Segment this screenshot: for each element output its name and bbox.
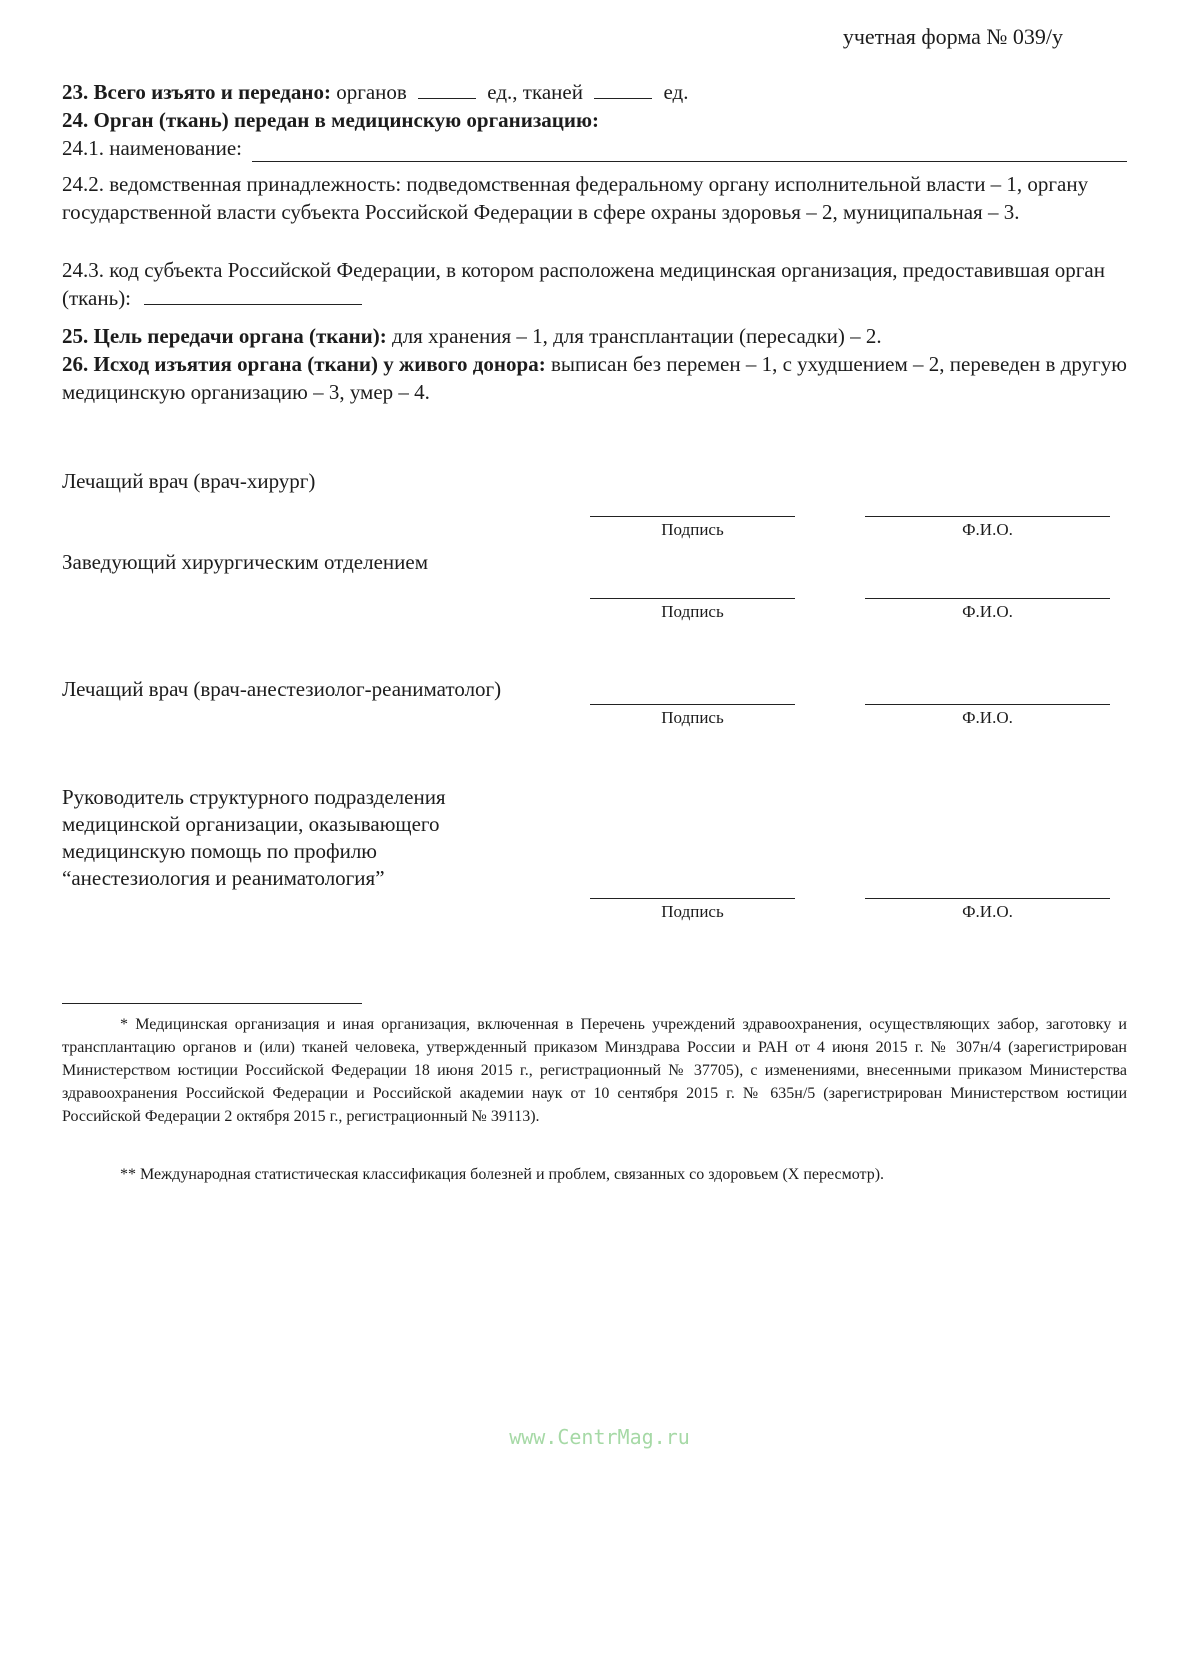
footnote-2: ** Международная статистическая классификация болезней и проблем, связанных со здоровьем (X пересмотр). <box>120 1166 885 1183</box>
name-line-surgeon[interactable] <box>865 516 1110 517</box>
item-26 <box>62 350 1127 406</box>
item-23-unit2: ед. <box>663 80 689 104</box>
name-caption: Ф.И.О. <box>962 902 1013 921</box>
name-line-department-head[interactable] <box>865 898 1110 899</box>
signature-line-head-surgery[interactable] <box>590 598 795 599</box>
item-23-organs-label: органов <box>336 80 407 104</box>
watermark: www.CentrMag.ru <box>509 1425 690 1449</box>
item-25-bold: 25. Цель передачи органа (ткани): <box>62 324 387 348</box>
signature-line-anesthesiologist[interactable] <box>590 704 795 705</box>
signature-caption: Подпись <box>661 602 724 621</box>
signature-caption: Подпись <box>661 708 724 727</box>
signature-role-surgeon: Лечащий врач (врач-хирург) <box>62 469 316 493</box>
signature-caption: Подпись <box>661 520 724 539</box>
item-26-rest: выписан без перемен – 1, с ухудшением – 2, переведен в другую медицинскую организацию – 3, умер – 4. <box>62 352 1127 404</box>
item-23 <box>62 78 1127 106</box>
name-caption: Ф.И.О. <box>962 520 1013 539</box>
item-23-prefix: 23. Всего изъято и передано: <box>62 80 331 104</box>
item-24-title: 24. Орган (ткань) передан в медицинскую организацию: <box>62 108 600 132</box>
item-25-rest: для хранения – 1, для трансплантации (пересадки) – 2. <box>392 324 882 348</box>
signature-line-surgeon[interactable] <box>590 516 795 517</box>
signature-line-department-head[interactable] <box>590 898 795 899</box>
role-line: Руководитель структурного подразделения <box>62 785 446 809</box>
item-24-1 <box>62 134 1127 162</box>
item-25 <box>62 322 1127 350</box>
signature-caption: Подпись <box>661 902 724 921</box>
item-23-unit1: ед., тканей <box>487 80 583 104</box>
role-line: “анестезиология и реаниматология” <box>62 866 385 890</box>
organs-count-blank[interactable] <box>418 80 476 99</box>
item-24-1-label: 24.1. наименование: <box>62 136 242 160</box>
signature-role-head-surgery: Заведующий хирургическим отделением <box>62 550 428 574</box>
item-26-bold: 26. Исход изъятия органа (ткани) у живого донора: <box>62 352 546 376</box>
item-24-2: 24.2. ведомственная принадлежность: подведомственная федеральному органу исполнительной власти – 1, органу государственной власти субъекта Российской Федерации в сфере охраны здоровья – 2, муниципальная – 3. <box>62 172 1089 224</box>
name-caption: Ф.И.О. <box>962 708 1013 727</box>
region-code-blank[interactable] <box>144 286 362 305</box>
role-line: медицинской организации, оказывающего <box>62 812 440 836</box>
form-number-label: учетная форма № 039/у <box>842 24 1063 49</box>
footnote-1: * Медицинская организация и иная организация, включенная в Перечень учреждений здравоохранения, осуществляющих забор, заготовку и трансплантацию органов и (или) тканей человека, утвержденный приказом Минздрава России и РАН от 4 июня 2015 г. № 307н/4 (зарегистрирован Министерством юстиции Российской Федерации 18 июня 2015 г., регистрационный № 37705), с изменениями, внесенными приказом Министерства здравоохранения Российской Федерации и Российской академии наук от 10 сентября 2015 г. № 635н/5 (зарегистрирован Министерством юстиции Российской Федерации 2 октября 2015 г., регистрационный № 39113). <box>62 1016 1127 1125</box>
signature-role-department-head <box>62 784 446 892</box>
role-line: медицинскую помощь по профилю <box>62 839 377 863</box>
name-line-anesthesiologist[interactable] <box>865 704 1110 705</box>
item-24-3 <box>62 256 1127 312</box>
signature-role-anesthesiologist: Лечащий врач (врач-анестезиолог-реаниматолог) <box>62 677 502 701</box>
name-line-head-surgery[interactable] <box>865 598 1110 599</box>
organization-name-blank[interactable] <box>252 139 1127 162</box>
item-24-3-label: 24.3. код субъекта Российской Федерации, в котором расположена медицинская организация, предоставившая орган (ткань): <box>62 258 1105 310</box>
tissues-count-blank[interactable] <box>594 80 652 99</box>
name-caption: Ф.И.О. <box>962 602 1013 621</box>
footnote-divider <box>62 1003 362 1004</box>
